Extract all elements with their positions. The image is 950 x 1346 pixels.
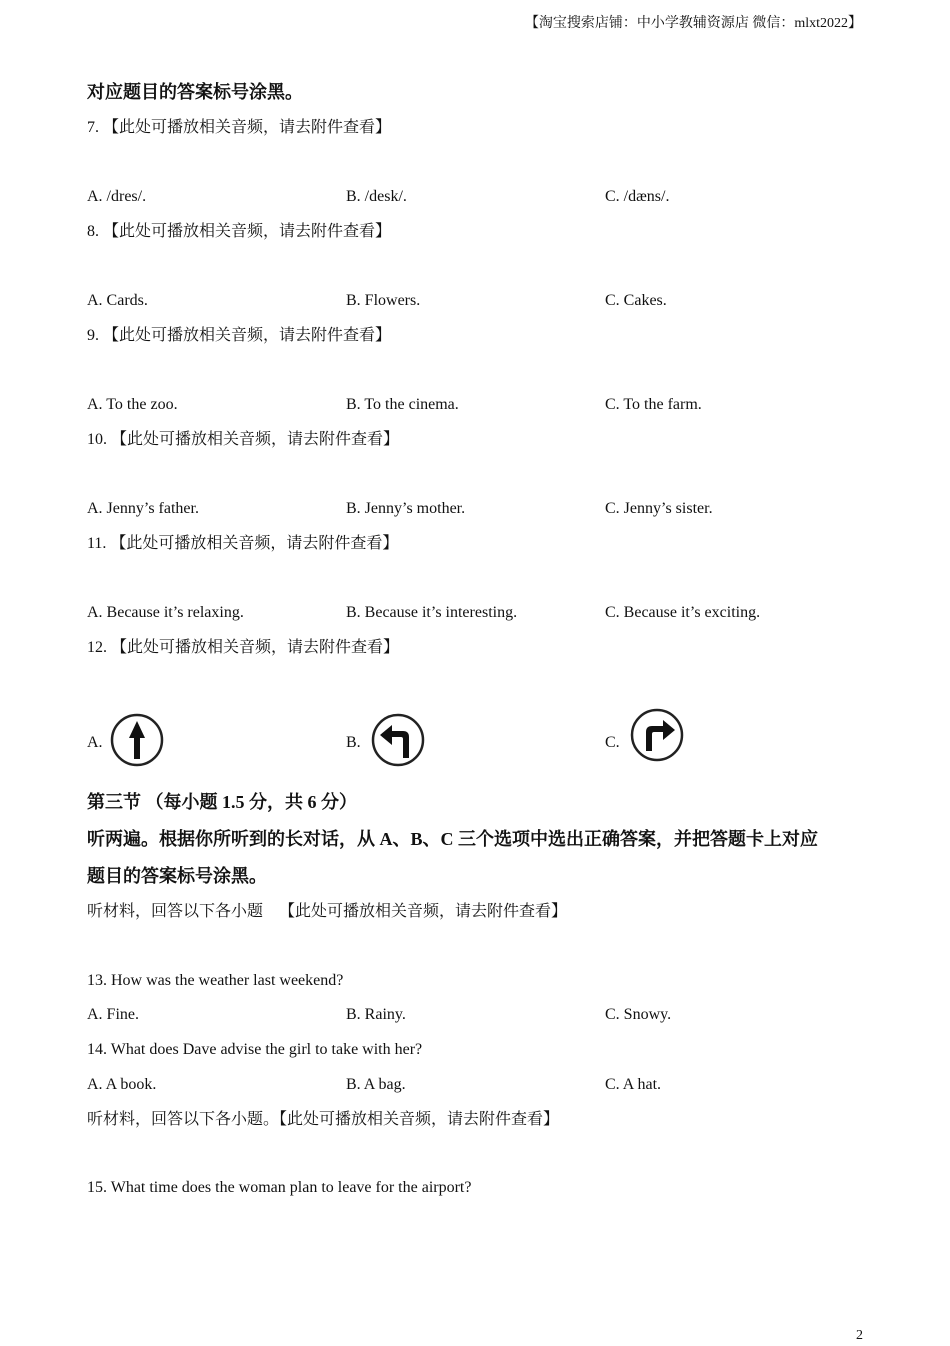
question-8-option-a: A. Cards. <box>87 292 148 309</box>
question-8-label: 8. 【此处可播放相关音频，请去附件查看】 <box>87 223 392 240</box>
question-15-label: 15. What time does the woman plan to leave for the airport? <box>87 1179 472 1196</box>
question-12-option-a-letter: A. <box>87 734 103 751</box>
question-14-option-a: A. A book. <box>87 1076 157 1093</box>
section3-instruction-line1: 听两遍。根据你所听到的长对话，从 A、B、C 三个选项中选出正确答案，并把答题卡上对应 <box>87 829 818 849</box>
question-8-option-b: B. Flowers. <box>346 292 421 309</box>
question-9-option-c: C. To the farm. <box>605 396 702 413</box>
question-13-option-a: A. Fine. <box>87 1006 139 1023</box>
question-10-option-b: B. Jenny’s mother. <box>346 500 466 517</box>
question-12-option-b-letter: B. <box>346 734 361 751</box>
question-9-option-a: A. To the zoo. <box>87 396 178 413</box>
question-7-label: 7. 【此处可播放相关音频，请去附件查看】 <box>87 119 392 136</box>
question-7-option-c: C. /dæns/. <box>605 188 670 205</box>
question-11-option-b: B. Because it’s interesting. <box>346 604 518 621</box>
question-12-label: 12. 【此处可播放相关音频，请去附件查看】 <box>87 639 400 656</box>
question-9-label: 9. 【此处可播放相关音频，请去附件查看】 <box>87 327 392 344</box>
turn-left-icon <box>371 712 425 768</box>
question-11-option-a: A. Because it’s relaxing. <box>87 604 244 621</box>
group2-prompt: 听材料，回答以下各小题。【此处可播放相关音频，请去附件查看】 <box>87 1111 560 1128</box>
question-10-option-c: C. Jenny’s sister. <box>605 500 713 517</box>
turn-right-icon <box>630 707 684 763</box>
question-11-label: 11. 【此处可播放相关音频，请去附件查看】 <box>87 535 399 552</box>
question-7-option-b: B. /desk/. <box>346 188 407 205</box>
question-11-option-c: C. Because it’s exciting. <box>605 604 761 621</box>
question-10-option-a: A. Jenny’s father. <box>87 500 199 517</box>
question-14-option-c: C. A hat. <box>605 1076 662 1093</box>
header-note: 【淘宝搜索店铺：中小学教辅资源店 微信：mlxt2022】 <box>524 16 862 31</box>
question-8-option-c: C. Cakes. <box>605 292 667 309</box>
question-7-option-a: A. /dres/. <box>87 188 147 205</box>
group1-prompt: 听材料，回答以下各小题 【此处可播放相关音频，请去附件查看】 <box>87 903 568 920</box>
page-number: 2 <box>856 1328 863 1343</box>
question-9-option-b: B. To the cinema. <box>346 396 459 413</box>
question-13-option-b: B. Rainy. <box>346 1006 406 1023</box>
question-12-option-c-letter: C. <box>605 734 620 751</box>
question-10-label: 10. 【此处可播放相关音频，请去附件查看】 <box>87 431 400 448</box>
section3-instruction-line2: 题目的答案标号涂黑。 <box>87 866 267 886</box>
section2-instruction-tail: 对应题目的答案标号涂黑。 <box>87 82 303 102</box>
section3-title: 第三节 （每小题 1.5 分，共 6 分） <box>87 792 357 812</box>
question-14-option-b: B. A bag. <box>346 1076 406 1093</box>
question-13-option-c: C. Snowy. <box>605 1006 672 1023</box>
question-14-label: 14. What does Dave advise the girl to take with her? <box>87 1041 423 1058</box>
arrow-up-icon <box>110 712 164 768</box>
question-13-label: 13. How was the weather last weekend? <box>87 972 344 989</box>
